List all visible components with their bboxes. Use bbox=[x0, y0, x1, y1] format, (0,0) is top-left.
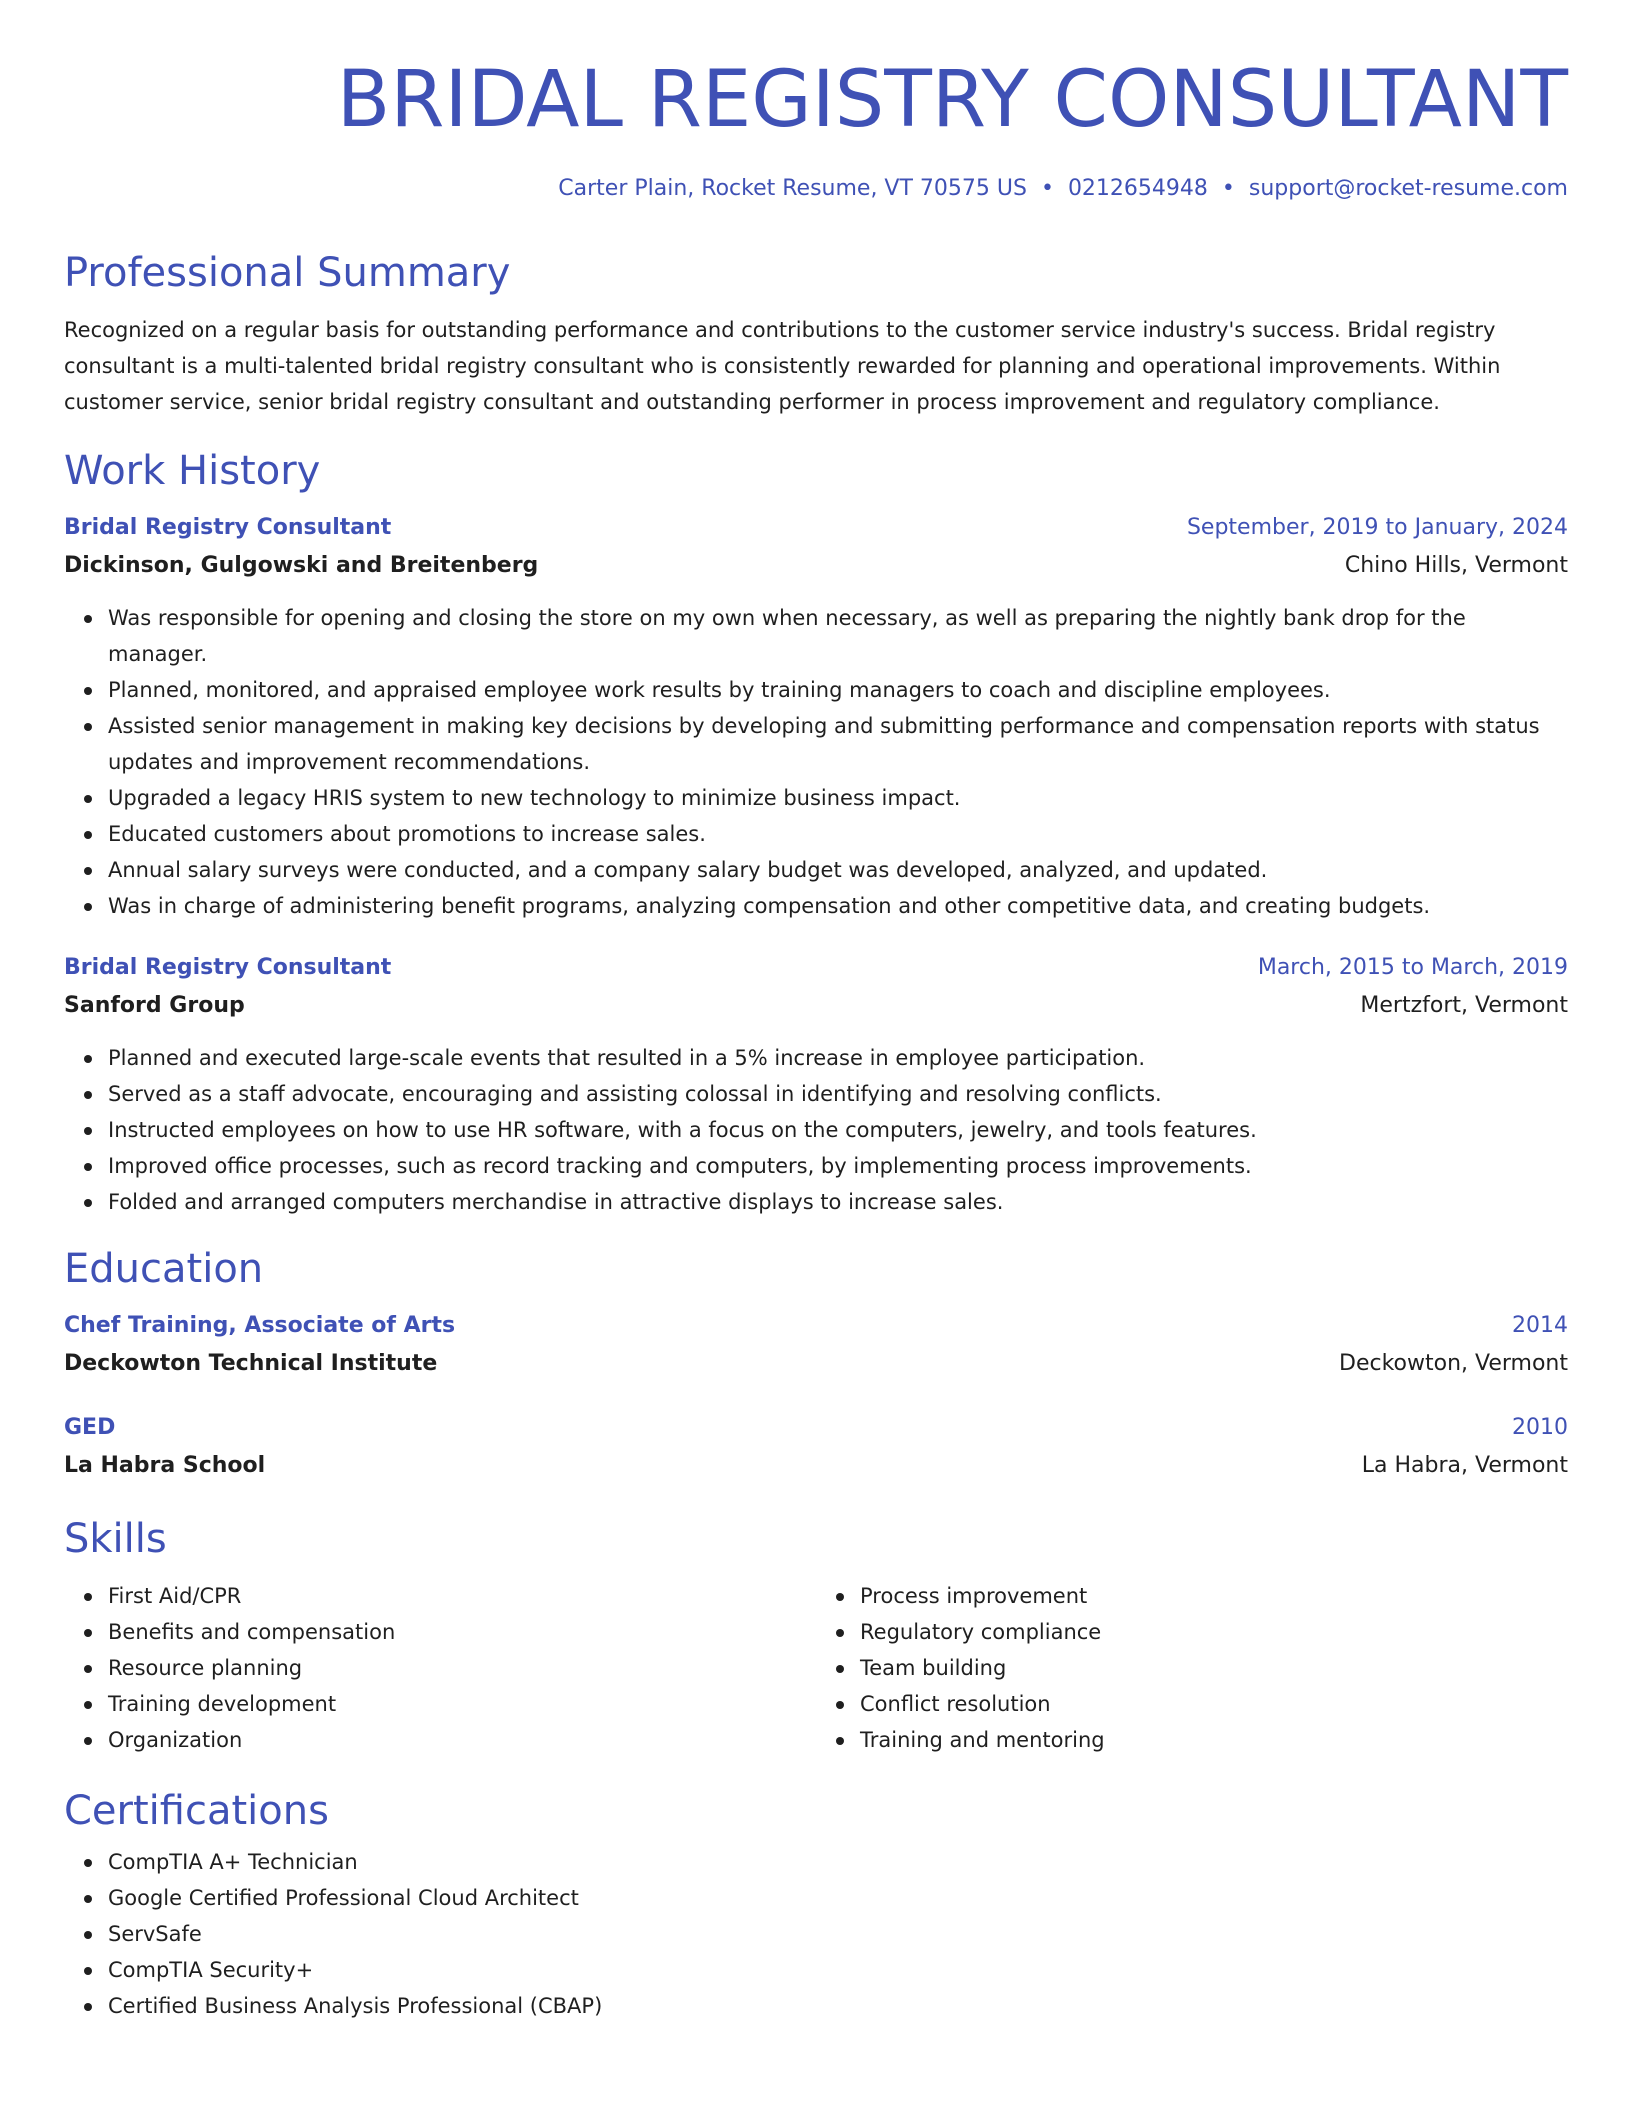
job-dates: March, 2015 to March, 2019 bbox=[1257, 955, 1568, 980]
certifications-list bbox=[64, 1844, 1568, 2024]
list-item: Planned, monitored, and appraised employee work results by training managers to coach and discipline employees. bbox=[108, 672, 1568, 708]
list-item: Served as a staff advocate, encouraging and assisting colossal in identifying and resolving conflicts. bbox=[108, 1076, 1568, 1112]
skills-list-left bbox=[64, 1578, 816, 1758]
work-history-heading: Work History bbox=[64, 448, 321, 494]
list-item: Regulatory compliance bbox=[860, 1614, 1568, 1650]
job-entry bbox=[64, 950, 1568, 1220]
resume-name: BRIDAL REGISTRY CONSULTANT bbox=[336, 55, 1568, 145]
list-item: Google Certified Professional Cloud Architect bbox=[108, 1880, 1568, 1916]
list-item: CompTIA Security+ bbox=[108, 1952, 1568, 1988]
list-item: Conflict resolution bbox=[860, 1686, 1568, 1722]
job-bullets bbox=[64, 600, 1568, 924]
job-location: Chino Hills, Vermont bbox=[1344, 553, 1568, 578]
list-item: Folded and arranged computers merchandise in attractive displays to increase sales. bbox=[108, 1184, 1568, 1220]
job-company: Dickinson, Gulgowski and Breitenberg bbox=[64, 553, 539, 578]
job-dates: September, 2019 to January, 2024 bbox=[1186, 515, 1568, 540]
list-item: Team building bbox=[860, 1650, 1568, 1686]
job-title: Bridal Registry Consultant bbox=[64, 955, 392, 980]
education-degree: Chef Training, Associate of Arts bbox=[64, 1313, 456, 1338]
list-item: Certified Business Analysis Professional (CBAP) bbox=[108, 1988, 1568, 2024]
skills-columns bbox=[64, 1570, 1568, 1758]
list-item: ServSafe bbox=[108, 1916, 1568, 1952]
list-item: CompTIA A+ Technician bbox=[108, 1844, 1568, 1880]
job-company: Sanford Group bbox=[64, 993, 245, 1018]
education-location: Deckowton, Vermont bbox=[1339, 1351, 1568, 1376]
contact-address: Carter Plain, Rocket Resume, VT 70575 US bbox=[558, 176, 1027, 201]
education-year: 2010 bbox=[1512, 1415, 1568, 1440]
education-school: Deckowton Technical Institute bbox=[64, 1351, 438, 1376]
list-item: Resource planning bbox=[108, 1650, 816, 1686]
job-location: Mertzfort, Vermont bbox=[1360, 993, 1568, 1018]
education-degree: GED bbox=[64, 1415, 116, 1440]
skills-list-right bbox=[816, 1578, 1568, 1758]
list-item: Planned and executed large-scale events that resulted in a 5% increase in employee participation. bbox=[108, 1040, 1568, 1076]
list-item: Was responsible for opening and closing the store on my own when necessary, as well as preparing the nightly bank drop for the manager. bbox=[108, 600, 1568, 672]
education-year: 2014 bbox=[1512, 1313, 1568, 1338]
job-bullets bbox=[64, 1040, 1568, 1220]
education-location: La Habra, Vermont bbox=[1361, 1453, 1568, 1478]
list-item: Was in charge of administering benefit programs, analyzing compensation and other competitive data, and creating budgets. bbox=[108, 888, 1568, 924]
list-item: Benefits and compensation bbox=[108, 1614, 816, 1650]
contact-phone: 0212654948 bbox=[1067, 176, 1208, 201]
skills-heading: Skills bbox=[64, 1516, 167, 1562]
list-item: Upgraded a legacy HRIS system to new technology to minimize business impact. bbox=[108, 780, 1568, 816]
education-entry bbox=[64, 1308, 1568, 1384]
certifications-heading: Certifications bbox=[64, 1788, 329, 1834]
contact-separator: • bbox=[1221, 176, 1235, 201]
list-item: Training and mentoring bbox=[860, 1722, 1568, 1758]
list-item: Process improvement bbox=[860, 1578, 1568, 1614]
list-item: Organization bbox=[108, 1722, 816, 1758]
job-title: Bridal Registry Consultant bbox=[64, 515, 392, 540]
list-item: First Aid/CPR bbox=[108, 1578, 816, 1614]
summary-text: Recognized on a regular basis for outstanding performance and contributions to the customer service industry's success. Bridal registry consultant is a multi-talented bridal registry consultant who is consistently rewarded for planning and operational improvements. Within customer service, senior bridal registry consultant and outstanding performer in process improvement and regulatory compliance. bbox=[64, 318, 1501, 414]
list-item: Educated customers about promotions to increase sales. bbox=[108, 816, 1568, 852]
list-item: Training development bbox=[108, 1686, 816, 1722]
education-school: La Habra School bbox=[64, 1453, 266, 1478]
contact-email: support@rocket-resume.com bbox=[1248, 176, 1568, 201]
list-item: Assisted senior management in making key decisions by developing and submitting performance and compensation reports with status updates and improvement recommendations. bbox=[108, 708, 1568, 780]
job-entry bbox=[64, 510, 1568, 924]
list-item: Annual salary surveys were conducted, and a company salary budget was developed, analyzed, and updated. bbox=[108, 852, 1568, 888]
summary-heading: Professional Summary bbox=[64, 250, 511, 296]
list-item: Improved office processes, such as record tracking and computers, by implementing process improvements. bbox=[108, 1148, 1568, 1184]
contact-separator: • bbox=[1040, 176, 1054, 201]
education-heading: Education bbox=[64, 1246, 264, 1292]
list-item: Instructed employees on how to use HR software, with a focus on the computers, jewelry, and tools features. bbox=[108, 1112, 1568, 1148]
education-entry bbox=[64, 1410, 1568, 1486]
contact-line bbox=[64, 174, 1568, 204]
